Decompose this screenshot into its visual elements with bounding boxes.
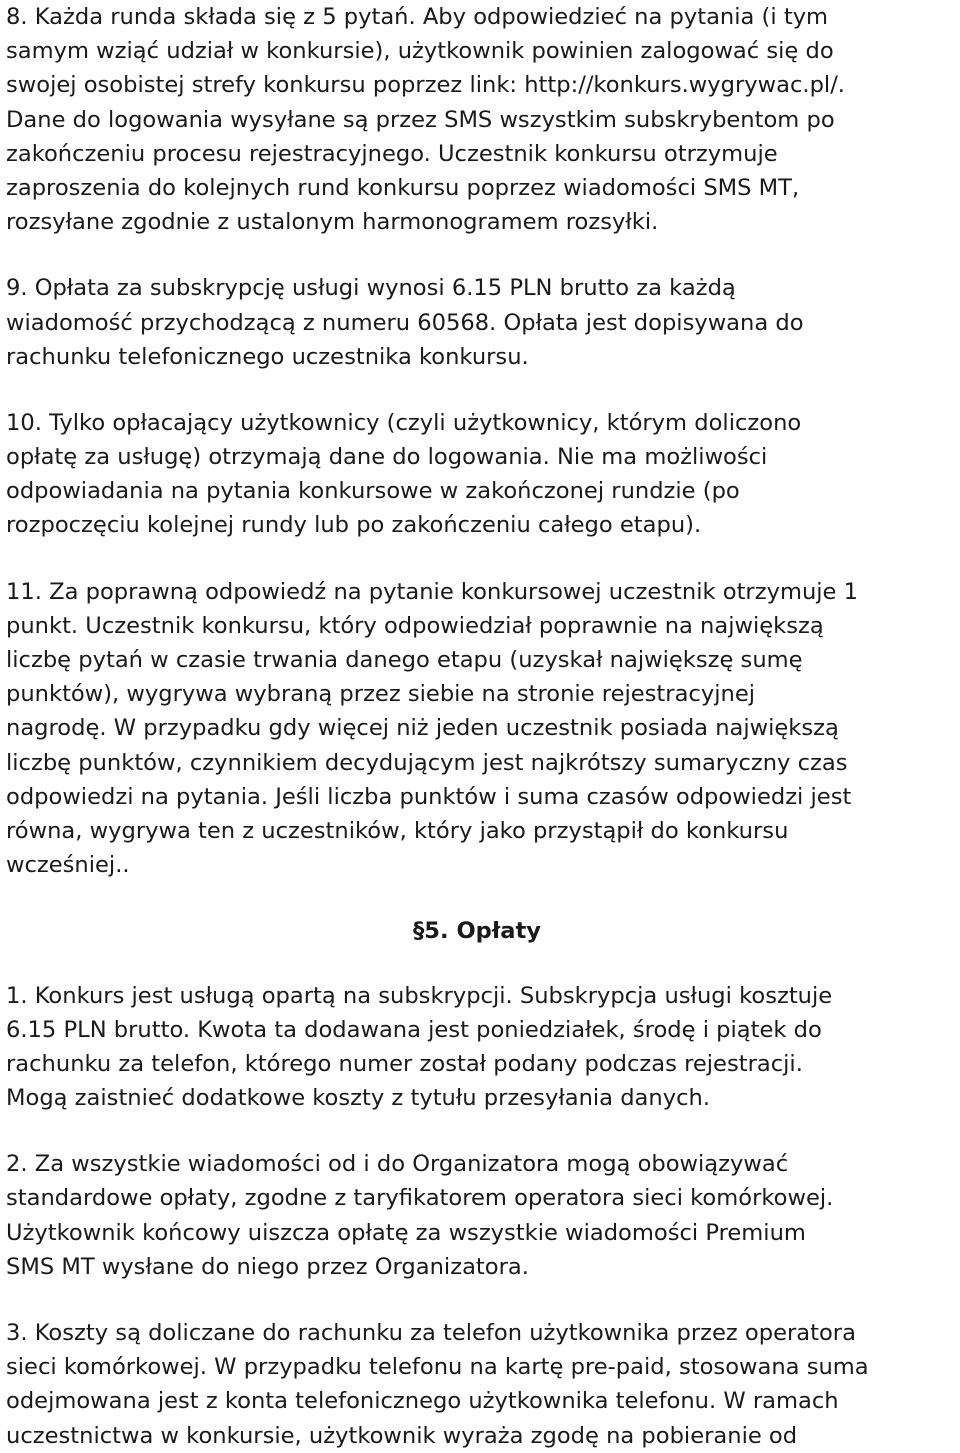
text-line: Mogą zaistnieć dodatkowe koszty z tytułu przesyłania danych. bbox=[6, 1085, 711, 1112]
paragraph-gap bbox=[6, 543, 960, 575]
text-line: wcześniej.. bbox=[6, 852, 130, 879]
text-line: swojej osobistej strefy konkursu poprzez link: http://konkurs.wygrywac.pl/. bbox=[6, 72, 845, 99]
text-line: standardowe opłaty, zgodne z taryfikatorem operatora sieci komórkowej. bbox=[6, 1185, 834, 1212]
text-line: 8. Każda runda składa się z 5 pytań. Aby odpowiedzieć na pytania (i tym bbox=[6, 4, 829, 30]
fee-paragraph-1 bbox=[6, 979, 960, 1116]
text-line: 6.15 PLN brutto. Kwota ta dodawana jest poniedziałek, środę i piątek do bbox=[6, 1016, 822, 1043]
text-line: wiadomość przychodzącą z numeru 60568. Opłata jest dopisywana do bbox=[6, 309, 804, 336]
text-line: 3. Koszty są doliczane do rachunku za telefon użytkownika przez operatora bbox=[6, 1320, 856, 1347]
paragraph-gap bbox=[6, 882, 960, 914]
paragraph-gap bbox=[6, 949, 960, 979]
text-line: rachunku za telefon, którego numer został podany podczas rejestracji. bbox=[6, 1050, 803, 1077]
text-line: zaproszenia do kolejnych rund konkursu poprzez wiadomości SMS MT, bbox=[6, 174, 800, 201]
text-line: Użytkownik końcowy uiszcza opłatę za wszystkie wiadomości Premium bbox=[6, 1219, 806, 1246]
paragraph-gap bbox=[6, 1284, 960, 1316]
text-line: uczestnictwa w konkursie, użytkownik wyraża zgodę na pobieranie od bbox=[6, 1422, 798, 1449]
text-line: rozpoczęciu kolejnej rundy lub po zakończeniu całego etapu). bbox=[6, 512, 702, 539]
paragraph-11 bbox=[6, 575, 960, 883]
text-line: odpowiedzi na pytania. Jeśli liczba punktów i suma czasów odpowiedzi jest bbox=[6, 783, 852, 810]
text-line: równa, wygrywa ten z uczestników, który jako przystąpił do konkursu bbox=[6, 817, 789, 844]
document-page bbox=[6, 0, 960, 1453]
section-heading-text: §5. Opłaty bbox=[412, 918, 541, 945]
text-line: punktów), wygrywa wybraną przez siebie na stronie rejestracyjnej bbox=[6, 681, 755, 708]
text-line: rachunku telefonicznego uczestnika konkursu. bbox=[6, 343, 529, 370]
text-line: nagrodę. W przypadku gdy więcej niż jeden uczestnik posiada największą bbox=[6, 715, 839, 742]
text-line: sieci komórkowej. W przypadku telefonu na kartę pre-paid, stosowana suma bbox=[6, 1354, 869, 1381]
text-line: punkt. Uczestnik konkursu, który odpowiedział poprawnie na największą bbox=[6, 612, 824, 639]
paragraph-9 bbox=[6, 271, 960, 374]
text-line: odejmowana jest z konta telefonicznego użytkownika telefonu. W ramach bbox=[6, 1388, 839, 1415]
text-line: 1. Konkurs jest usługą opartą na subskrypcji. Subskrypcja usługi kosztuje bbox=[6, 982, 833, 1009]
text-line: 10. Tylko opłacający użytkownicy (czyli użytkownicy, którym doliczono bbox=[6, 409, 802, 436]
paragraph-gap bbox=[6, 239, 960, 271]
paragraph-8 bbox=[6, 0, 960, 239]
text-line: 9. Opłata za subskrypcję usługi wynosi 6.15 PLN brutto za każdą bbox=[6, 275, 736, 302]
fee-paragraph-2 bbox=[6, 1147, 960, 1284]
text-line: zakończeniu procesu rejestracyjnego. Uczestnik konkursu otrzymuje bbox=[6, 140, 778, 167]
text-line: rozsyłane zgodnie z ustalonym harmonogramem rozsyłki. bbox=[6, 209, 659, 236]
paragraph-gap bbox=[6, 374, 960, 406]
text-line: Dane do logowania wysyłane są przez SMS wszystkim subskrybentom po bbox=[6, 106, 835, 133]
text-line: opłatę za usługę) otrzymają dane do logowania. Nie ma możliwości bbox=[6, 444, 768, 471]
text-line: samym wziąć udział w konkursie), użytkownik powinien zalogować się do bbox=[6, 38, 834, 65]
paragraph-10 bbox=[6, 406, 960, 543]
text-line: liczbę pytań w czasie trwania danego etapu (uzyskał największę sumę bbox=[6, 647, 803, 673]
section-heading bbox=[6, 914, 960, 948]
paragraph-gap bbox=[6, 1115, 960, 1147]
text-line: SMS MT wysłane do niego przez Organizatora. bbox=[6, 1253, 529, 1280]
text-line: odpowiadania na pytania konkursowe w zakończonej rundzie (po bbox=[6, 478, 740, 505]
text-line: liczbę punktów, czynnikiem decydującym jest najkrótszy sumaryczny czas bbox=[6, 749, 848, 776]
text-line: 11. Za poprawną odpowiedź na pytanie konkursowej uczestnik otrzymuje 1 bbox=[6, 578, 859, 605]
text-line: 2. Za wszystkie wiadomości od i do Organizatora mogą obowiązywać bbox=[6, 1151, 789, 1178]
fee-paragraph-3 bbox=[6, 1316, 960, 1453]
